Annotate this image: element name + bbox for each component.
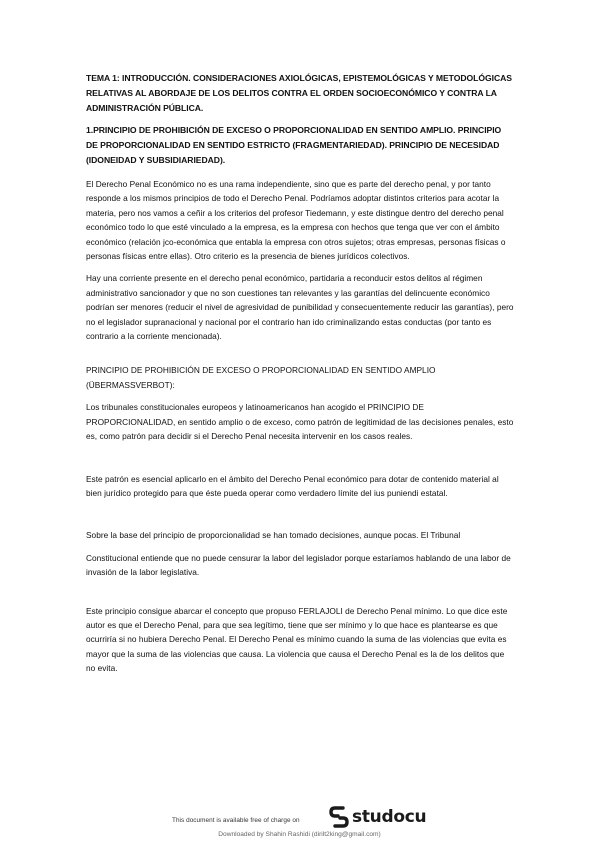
paragraph-intro: El Derecho Penal Económico no es una rama independiente, sino que es parte del derecho penal, y por tanto responde a los mismos principios de todo el Derecho Penal. Podríamos adoptar distintos criterios para acotar la materia, pero nos vamos a ceñir a los criterios del profesor Tiedemann, y este distingue dentro del derecho penal económico todo lo que esté vinculado a la empresa, es la empresa con hechos que tenga que ver con el ámbito económico (relación jco-económica que entabla la empresa con otros sujetos; otras empresas, personas físicas o personas físicas entre ellas). Otro criterio es la presencia de bienes jurídicos colectivos. xyxy=(86,179,506,262)
document-body xyxy=(86,71,514,684)
availability-text: This document is available free of charge on xyxy=(172,817,300,824)
paragraph-pattern: Este patrón es esencial aplicarlo en el ámbito del Derecho Penal económico para dotar de contenido material al bien jurídico protegido para que éste pueda operar como verdadero límite del ius puniendi estatal. xyxy=(86,473,499,498)
subsection-heading: PRINCIPIO DE PROHIBICIÓN DE EXCESO O PROPORCIONALIDAD EN SENTIDO AMPLIO (ÜBERMASSVERBOT): xyxy=(86,365,436,390)
studocu-wordmark: studocu xyxy=(352,807,427,827)
page-footer xyxy=(0,803,599,848)
paragraph-ferrajoli: Este principio consigue abarcar el concepto que propuso FERLAJOLI de Derecho Penal mínimo. Lo que dice este autor es que el Derecho Penal, para que sea legítimo, tiene que ser mínimo y lo que hace es plantearse es que ocurriría si no hubiera Derecho Penal. El Derecho Penal es mínimo cuando la suma de las violencias que evita es mayor que la suma de las violencias que causa. La violencia que causa el Derecho Penal es la de los delitos que no evita. xyxy=(86,605,508,674)
paragraph-current: Hay una corriente presente en el derecho penal económico, partidaria a reconducir estos delitos al régimen administrativo sancionador y que no son cuestiones tan relevantes y las garantías del delincuente económico podrían ser menores (reducir el nivel de agresividad de punibilidad y consecuentemente reducir las garantías), pero no el legislador supranacional y nacional por el contrario han ido criminalizando estas conductas (por tanto es contrario a la corriente mencionada). xyxy=(86,273,514,342)
download-attribution: Downloaded by Shahin Rashidi (dirilt2king@gmail.com) xyxy=(218,831,381,838)
studocu-icon xyxy=(329,806,349,828)
paragraph-tribunals: Los tribunales constitucionales europeos y latinoamericanos han acogido el PRINCIPIO DE PROPORCIONALIDAD, en sentido amplio o de exceso, como patrón de legitimidad de las decisiones penales, esto es, como patrón para decidir si el Derecho Penal necesita intervenir en los casos reales. xyxy=(86,402,514,442)
topic-title: TEMA 1: INTRODUCCIÓN. CONSIDERACIONES AXIOLÓGICAS, EPISTEMOLÓGICAS Y METODOLÓGICAS RELATIVAS AL ABORDAJE DE LOS DELITOS CONTRA EL ORDEN SOCIOECONÓMICO Y CONTRA LA ADMINISTRACIÓN PÚBLICA. xyxy=(86,73,512,113)
paragraph-constitutional: Constitucional entiende que no puede censurar la labor del legislador porque estaríamos hablando de una labor de invasión de la labor legislativa. xyxy=(86,552,511,578)
section-heading: 1.PRINCIPIO DE PROHIBICIÓN DE EXCESO O PROPORCIONALIDAD EN SENTIDO AMPLIO. PRINCIPIO DE PROPORCIONALIDAD EN SENTIDO ESTRICTO (FRAGMENTARIEDAD). PRINCIPIO DE NECESIDAD (IDONEIDAD Y SUBSIDIARIEDAD). xyxy=(86,125,502,165)
paragraph-decisions: Sobre la base del principio de proporcionalidad se han tomado decisiones, aunque pocas. El Tribunal xyxy=(86,530,461,541)
studocu-logo[interactable] xyxy=(329,806,426,828)
